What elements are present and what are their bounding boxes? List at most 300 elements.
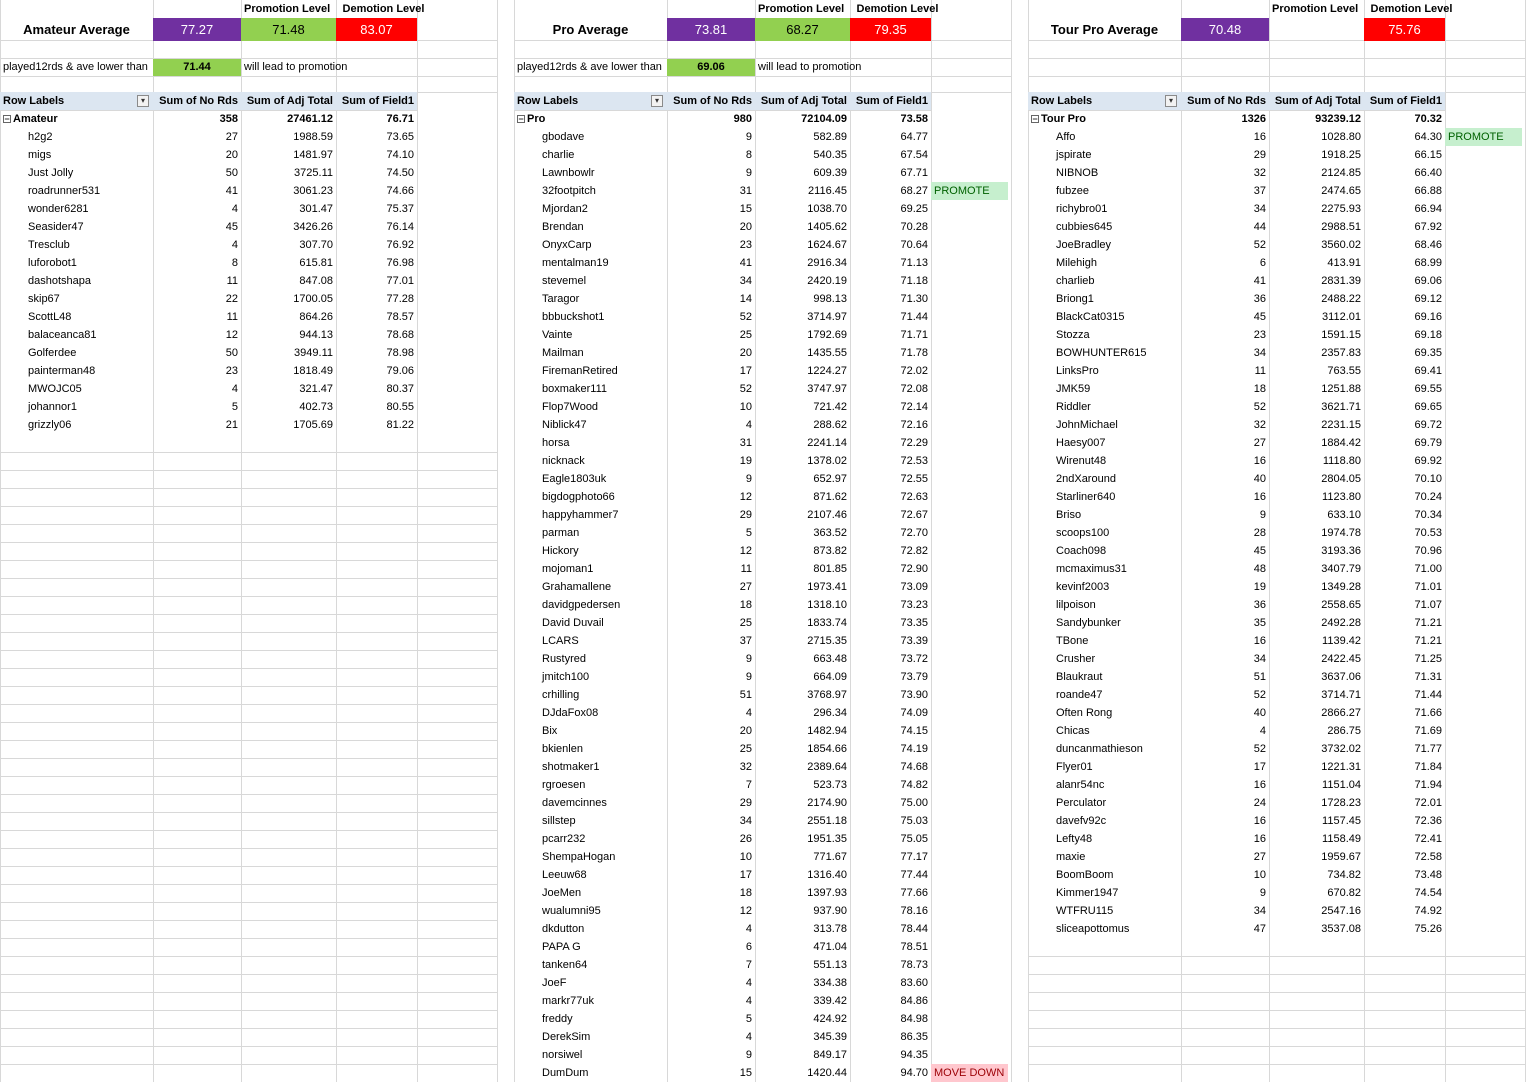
player-rounds[interactable]: 16 <box>1253 131 1266 143</box>
player-rounds[interactable]: 36 <box>1253 293 1266 305</box>
player-rounds[interactable]: 40 <box>1253 473 1266 485</box>
player-name[interactable]: Tresclub <box>28 239 70 251</box>
player-adj-total[interactable]: 1624.67 <box>807 239 847 251</box>
player-average[interactable]: 72.70 <box>900 527 928 539</box>
player-adj-total[interactable]: 2551.18 <box>807 815 847 827</box>
player-name[interactable]: Mjordan2 <box>542 203 588 215</box>
player-rounds[interactable]: 23 <box>1253 329 1266 341</box>
player-average[interactable]: 78.44 <box>900 923 928 935</box>
player-average[interactable]: 70.53 <box>1414 527 1442 539</box>
player-average[interactable]: 71.25 <box>1414 653 1442 665</box>
player-average[interactable]: 71.07 <box>1414 599 1442 611</box>
player-name[interactable]: migs <box>28 149 52 161</box>
player-name[interactable]: kevinf2003 <box>1056 581 1110 593</box>
pro-criteria-suffix[interactable]: will lead to promotion <box>758 61 862 73</box>
player-rounds[interactable]: 5 <box>745 1013 752 1025</box>
player-average[interactable]: 71.78 <box>900 347 928 359</box>
player-average[interactable]: 69.06 <box>1414 275 1442 287</box>
player-rounds[interactable]: 8 <box>231 257 238 269</box>
player-name[interactable]: dkdutton <box>542 923 585 935</box>
player-name[interactable]: Flyer01 <box>1056 761 1093 773</box>
player-rounds[interactable]: 41 <box>225 185 238 197</box>
amateur-demotion-level-label[interactable]: Demotion Level <box>342 3 425 15</box>
player-adj-total[interactable]: 1316.40 <box>807 869 847 881</box>
player-adj-total[interactable]: 2866.27 <box>1321 707 1361 719</box>
amateur-average-label[interactable]: Amateur Average <box>23 22 130 37</box>
player-adj-total[interactable]: 937.90 <box>813 905 847 917</box>
player-adj-total[interactable]: 3747.97 <box>807 383 847 395</box>
player-name[interactable]: h2g2 <box>28 131 53 143</box>
amateur-sum-of-adj-total-header[interactable]: Sum of Adj Total <box>241 92 336 110</box>
player-rounds[interactable]: 27 <box>225 131 238 143</box>
player-average[interactable]: 73.23 <box>900 599 928 611</box>
player-rounds[interactable]: 47 <box>1253 923 1266 935</box>
player-rounds[interactable]: 32 <box>739 761 752 773</box>
player-adj-total[interactable]: 2420.19 <box>807 275 847 287</box>
player-average[interactable]: 75.37 <box>386 203 414 215</box>
player-rounds[interactable]: 11 <box>1254 365 1266 377</box>
player-average[interactable]: 73.65 <box>386 131 414 143</box>
player-name[interactable]: Haesy007 <box>1056 437 1106 449</box>
player-rounds[interactable]: 15 <box>739 1067 752 1079</box>
player-average[interactable]: 73.90 <box>900 689 928 701</box>
player-average[interactable]: 73.09 <box>900 581 928 593</box>
amateur-sum-of-no-rds-header[interactable]: Sum of No Rds <box>153 92 241 110</box>
amateur-criteria-text[interactable]: played12rds & ave lower than <box>3 61 148 73</box>
player-adj-total[interactable]: 1973.41 <box>807 581 847 593</box>
player-rounds[interactable]: 27 <box>739 581 752 593</box>
player-adj-total[interactable]: 1818.49 <box>293 365 333 377</box>
amateur-sum-of-field1-header[interactable]: Sum of Field1 <box>336 92 417 110</box>
player-rounds[interactable]: 14 <box>739 293 752 305</box>
player-average[interactable]: 77.44 <box>900 869 928 881</box>
player-adj-total[interactable]: 1318.10 <box>807 599 847 611</box>
player-name[interactable]: crhilling <box>542 689 580 701</box>
player-adj-total[interactable]: 3061.23 <box>293 185 333 197</box>
player-average[interactable]: 69.55 <box>1414 383 1442 395</box>
player-adj-total[interactable]: 1482.94 <box>807 725 847 737</box>
player-name[interactable]: bkienlen <box>542 743 583 755</box>
player-average[interactable]: 72.53 <box>900 455 928 467</box>
player-average[interactable]: 72.29 <box>900 437 928 449</box>
player-name[interactable]: mojoman1 <box>542 563 594 575</box>
collapse-minus-icon[interactable]: − <box>518 114 524 125</box>
player-adj-total[interactable]: 2804.05 <box>1321 473 1361 485</box>
player-average[interactable]: 86.35 <box>900 1031 928 1043</box>
player-rounds[interactable]: 25 <box>739 743 752 755</box>
player-name[interactable]: stevemel <box>542 275 587 287</box>
player-average[interactable]: 66.40 <box>1414 167 1442 179</box>
promote-flag[interactable]: PROMOTE <box>931 182 1008 200</box>
amateur-group-row-label[interactable] <box>0 110 153 128</box>
player-adj-total[interactable]: 307.70 <box>299 239 333 251</box>
player-rounds[interactable]: 22 <box>225 293 238 305</box>
player-name[interactable]: freddy <box>542 1013 573 1025</box>
player-name[interactable]: bigdogphoto66 <box>542 491 615 503</box>
player-adj-total[interactable]: 345.39 <box>813 1031 847 1043</box>
player-rounds[interactable]: 45 <box>1253 545 1266 557</box>
player-average[interactable]: 66.88 <box>1414 185 1442 197</box>
player-rounds[interactable]: 4 <box>745 923 752 935</box>
player-name[interactable]: Golferdee <box>28 347 77 359</box>
player-rounds[interactable]: 6 <box>1259 257 1266 269</box>
player-name[interactable]: Kimmer1947 <box>1056 887 1119 899</box>
player-name[interactable]: DJdaFox08 <box>542 707 599 719</box>
player-name[interactable]: Just Jolly <box>28 167 74 179</box>
player-rounds[interactable]: 7 <box>745 959 752 971</box>
player-rounds[interactable]: 19 <box>739 455 752 467</box>
player-name[interactable]: markr77uk <box>542 995 594 1007</box>
player-rounds[interactable]: 5 <box>745 527 752 539</box>
player-name[interactable]: Taragor <box>542 293 580 305</box>
player-average[interactable]: 69.79 <box>1414 437 1442 449</box>
pro-demotion-level-label[interactable]: Demotion Level <box>856 3 939 15</box>
player-adj-total[interactable]: 801.85 <box>813 563 847 575</box>
player-name[interactable]: shotmaker1 <box>542 761 600 773</box>
player-name[interactable]: tanken64 <box>542 959 588 971</box>
player-rounds[interactable]: 16 <box>1253 635 1266 647</box>
player-name[interactable]: richybro01 <box>1056 203 1108 215</box>
player-name[interactable]: BoomBoom <box>1056 869 1114 881</box>
player-name[interactable]: dashotshapa <box>28 275 91 287</box>
player-adj-total[interactable]: 321.47 <box>299 383 333 395</box>
player-name[interactable]: David Duvail <box>542 617 604 629</box>
player-average[interactable]: 72.55 <box>900 473 928 485</box>
player-name[interactable]: rgroesen <box>542 779 586 791</box>
player-name[interactable]: Rustyred <box>542 653 587 665</box>
player-adj-total[interactable]: 1397.93 <box>807 887 847 899</box>
player-average[interactable]: 75.05 <box>900 833 928 845</box>
player-name[interactable]: sillstep <box>542 815 576 827</box>
player-adj-total[interactable]: 763.55 <box>1327 365 1361 377</box>
filter-dropdown-icon[interactable]: ▾ <box>651 95 663 107</box>
player-adj-total[interactable]: 734.82 <box>1327 869 1361 881</box>
player-average[interactable]: 84.86 <box>900 995 928 1007</box>
player-average[interactable]: 72.82 <box>900 545 928 557</box>
player-average[interactable]: 79.06 <box>386 365 414 377</box>
player-average[interactable]: 72.67 <box>900 509 928 521</box>
player-rounds[interactable]: 9 <box>745 671 752 683</box>
player-average[interactable]: 76.98 <box>386 257 414 269</box>
player-average[interactable]: 75.26 <box>1414 923 1442 935</box>
player-name[interactable]: JMK59 <box>1056 383 1091 395</box>
player-adj-total[interactable]: 664.09 <box>813 671 847 683</box>
player-average[interactable]: 84.98 <box>900 1013 928 1025</box>
amateur-promotion-level-value[interactable]: 71.48 <box>241 18 336 41</box>
player-rounds[interactable]: 34 <box>739 815 752 827</box>
player-name[interactable]: lilpoison <box>1056 599 1096 611</box>
player-name[interactable]: gbodave <box>542 131 585 143</box>
player-adj-total[interactable]: 2124.85 <box>1321 167 1361 179</box>
player-name[interactable]: ScottL48 <box>28 311 72 323</box>
player-rounds[interactable]: 12 <box>739 491 752 503</box>
player-average[interactable]: 67.54 <box>900 149 928 161</box>
player-rounds[interactable]: 16 <box>1253 815 1266 827</box>
amateur-group-adj-total[interactable]: 27461.12 <box>287 113 333 125</box>
player-name[interactable]: Eagle1803uk <box>542 473 607 485</box>
player-rounds[interactable]: 16 <box>1253 833 1266 845</box>
player-adj-total[interactable]: 944.13 <box>299 329 333 341</box>
player-rounds[interactable]: 5 <box>231 401 238 413</box>
amateur-criteria-value[interactable]: 71.44 <box>153 59 241 76</box>
player-average[interactable]: 71.31 <box>1414 671 1442 683</box>
player-name[interactable]: Flop7Wood <box>542 401 599 413</box>
player-name[interactable]: parman <box>542 527 580 539</box>
player-rounds[interactable]: 37 <box>1253 185 1266 197</box>
player-rounds[interactable]: 29 <box>739 797 752 809</box>
player-rounds[interactable]: 29 <box>739 509 752 521</box>
player-rounds[interactable]: 4 <box>745 1031 752 1043</box>
player-adj-total[interactable]: 1988.59 <box>293 131 333 143</box>
player-adj-total[interactable]: 2389.64 <box>807 761 847 773</box>
player-rounds[interactable]: 20 <box>739 221 752 233</box>
player-rounds[interactable]: 4 <box>745 707 752 719</box>
player-adj-total[interactable]: 998.13 <box>813 293 847 305</box>
player-rounds[interactable]: 20 <box>739 347 752 359</box>
player-adj-total[interactable]: 1405.62 <box>807 221 847 233</box>
tourpro-group-row-label[interactable] <box>1028 110 1181 128</box>
player-average[interactable]: 72.41 <box>1414 833 1442 845</box>
tourpro-sum-of-field1-header[interactable]: Sum of Field1 <box>1364 92 1445 110</box>
player-average[interactable]: 74.50 <box>386 167 414 179</box>
player-adj-total[interactable]: 2116.45 <box>808 185 847 197</box>
player-average[interactable]: 72.16 <box>900 419 928 431</box>
player-average[interactable]: 74.19 <box>900 743 928 755</box>
player-name[interactable]: Riddler <box>1056 401 1091 413</box>
player-name[interactable]: NIBNOB <box>1056 167 1099 179</box>
player-rounds[interactable]: 26 <box>739 833 752 845</box>
player-name[interactable]: norsiwel <box>542 1049 583 1061</box>
collapse-minus-icon[interactable]: − <box>1032 114 1038 125</box>
player-adj-total[interactable]: 1918.25 <box>1321 149 1361 161</box>
player-average[interactable]: 66.15 <box>1414 149 1442 161</box>
player-name[interactable]: balaceanca81 <box>28 329 97 341</box>
player-rounds[interactable]: 9 <box>745 1049 752 1061</box>
player-name[interactable]: grizzly06 <box>28 419 72 431</box>
player-average[interactable]: 71.18 <box>900 275 928 287</box>
player-rounds[interactable]: 31 <box>739 437 752 449</box>
player-name[interactable]: LinksPro <box>1056 365 1099 377</box>
player-rounds[interactable]: 20 <box>739 725 752 737</box>
tourpro-average-label[interactable]: Tour Pro Average <box>1050 22 1159 37</box>
amateur-row-labels-header[interactable] <box>0 92 153 110</box>
player-rounds[interactable]: 17 <box>739 365 752 377</box>
player-average[interactable]: 71.84 <box>1414 761 1442 773</box>
player-rounds[interactable]: 15 <box>739 203 752 215</box>
player-name[interactable]: Starliner640 <box>1056 491 1116 503</box>
pro-demotion-level-value[interactable]: 79.35 <box>850 18 931 41</box>
player-name[interactable]: JoeBradley <box>1056 239 1112 251</box>
player-rounds[interactable]: 34 <box>1253 653 1266 665</box>
player-average[interactable]: 69.72 <box>1414 419 1442 431</box>
player-rounds[interactable]: 28 <box>1253 527 1266 539</box>
player-name[interactable]: BlackCat0315 <box>1056 311 1125 323</box>
player-rounds[interactable]: 41 <box>739 257 752 269</box>
player-name[interactable]: Niblick47 <box>542 419 587 431</box>
player-adj-total[interactable]: 1139.42 <box>1322 635 1361 647</box>
player-average[interactable]: 69.92 <box>1414 455 1442 467</box>
player-average[interactable]: 75.00 <box>900 797 928 809</box>
tourpro-average-value[interactable]: 70.48 <box>1181 18 1269 41</box>
player-adj-total[interactable]: 551.13 <box>813 959 847 971</box>
player-rounds[interactable]: 4 <box>745 995 752 1007</box>
player-average[interactable]: 72.14 <box>900 401 928 413</box>
player-rounds[interactable]: 18 <box>1253 383 1266 395</box>
player-average[interactable]: 68.27 <box>900 185 928 197</box>
player-adj-total[interactable]: 3193.36 <box>1321 545 1361 557</box>
player-adj-total[interactable]: 3949.11 <box>294 347 333 359</box>
pro-average-label[interactable]: Pro Average <box>552 22 629 37</box>
player-name[interactable]: pcarr232 <box>542 833 586 845</box>
player-average[interactable]: 76.92 <box>386 239 414 251</box>
player-rounds[interactable]: 34 <box>1253 203 1266 215</box>
pro-sum-of-adj-total-header[interactable]: Sum of Adj Total <box>755 92 850 110</box>
player-rounds[interactable]: 16 <box>1253 491 1266 503</box>
player-average[interactable]: 80.37 <box>386 383 414 395</box>
tourpro-group-rds[interactable]: 1326 <box>1241 113 1266 125</box>
player-rounds[interactable]: 12 <box>739 545 752 557</box>
player-rounds[interactable]: 18 <box>739 599 752 611</box>
player-name[interactable]: davemcinnes <box>542 797 607 809</box>
player-average[interactable]: 75.03 <box>900 815 928 827</box>
player-adj-total[interactable]: 3621.71 <box>1321 401 1361 413</box>
player-adj-total[interactable]: 864.26 <box>299 311 333 323</box>
tourpro-row-labels-header[interactable] <box>1028 92 1181 110</box>
player-rounds[interactable]: 50 <box>225 347 238 359</box>
player-rounds[interactable]: 10 <box>739 401 752 413</box>
player-name[interactable]: Mailman <box>542 347 584 359</box>
player-name[interactable]: Wirenut48 <box>1056 455 1107 467</box>
player-average[interactable]: 78.73 <box>900 959 928 971</box>
player-average[interactable]: 70.64 <box>900 239 928 251</box>
player-average[interactable]: 71.21 <box>1414 635 1442 647</box>
player-adj-total[interactable]: 3768.97 <box>807 689 847 701</box>
player-name[interactable]: Chicas <box>1056 725 1090 737</box>
player-rounds[interactable]: 52 <box>1253 401 1266 413</box>
player-rounds[interactable]: 52 <box>1253 689 1266 701</box>
pro-group-row-label[interactable] <box>514 110 667 128</box>
player-rounds[interactable]: 27 <box>1253 437 1266 449</box>
player-average[interactable]: 69.18 <box>1414 329 1442 341</box>
player-name[interactable]: Briong1 <box>1056 293 1094 305</box>
player-rounds[interactable]: 17 <box>1253 761 1266 773</box>
player-name[interactable]: TBone <box>1056 635 1089 647</box>
player-adj-total[interactable]: 3725.11 <box>294 167 333 179</box>
player-average[interactable]: 71.69 <box>1414 725 1442 737</box>
player-rounds[interactable]: 6 <box>745 941 752 953</box>
player-rounds[interactable]: 4 <box>745 977 752 989</box>
pro-row-labels-header[interactable] <box>514 92 667 110</box>
player-adj-total[interactable]: 402.73 <box>299 401 333 413</box>
player-average[interactable]: 71.77 <box>1414 743 1442 755</box>
player-rounds[interactable]: 9 <box>745 473 752 485</box>
player-name[interactable]: Coach098 <box>1056 545 1107 557</box>
player-rounds[interactable]: 10 <box>1253 869 1266 881</box>
player-name[interactable]: Often Rong <box>1056 707 1113 719</box>
player-name[interactable]: Seasider47 <box>28 221 84 233</box>
player-name[interactable]: davefv92c <box>1056 815 1107 827</box>
player-rounds[interactable]: 23 <box>739 239 752 251</box>
player-average[interactable]: 66.94 <box>1414 203 1442 215</box>
player-average[interactable]: 69.16 <box>1414 311 1442 323</box>
player-name[interactable]: luforobot1 <box>28 257 77 269</box>
player-average[interactable]: 74.82 <box>900 779 928 791</box>
amateur-promotion-level-label[interactable]: Promotion Level <box>244 3 331 15</box>
player-rounds[interactable]: 11 <box>226 275 238 287</box>
player-name[interactable]: JohnMichael <box>1056 419 1118 431</box>
player-adj-total[interactable]: 2422.45 <box>1321 653 1361 665</box>
pro-criteria-value[interactable]: 69.06 <box>667 59 755 76</box>
player-name[interactable]: duncanmathieson <box>1056 743 1143 755</box>
player-name[interactable]: wualumni95 <box>542 905 601 917</box>
player-adj-total[interactable]: 721.42 <box>813 401 847 413</box>
player-rounds[interactable]: 4 <box>231 383 238 395</box>
player-adj-total[interactable]: 2241.14 <box>807 437 847 449</box>
player-average[interactable]: 73.72 <box>900 653 928 665</box>
player-average[interactable]: 76.14 <box>386 221 414 233</box>
player-adj-total[interactable]: 288.62 <box>813 419 847 431</box>
player-average[interactable]: 80.55 <box>386 401 414 413</box>
player-rounds[interactable]: 44 <box>1253 221 1266 233</box>
player-rounds[interactable]: 4 <box>231 239 238 251</box>
player-adj-total[interactable]: 1038.70 <box>807 203 847 215</box>
player-name[interactable]: happyhammer7 <box>542 509 619 521</box>
player-average[interactable]: 69.12 <box>1414 293 1442 305</box>
amateur-average-value[interactable]: 77.27 <box>153 18 241 41</box>
player-average[interactable]: 94.70 <box>900 1067 928 1079</box>
player-name[interactable]: DerekSim <box>542 1031 591 1043</box>
player-name[interactable]: Blaukraut <box>1056 671 1103 683</box>
player-adj-total[interactable]: 871.62 <box>813 491 847 503</box>
player-average[interactable]: 71.44 <box>1414 689 1442 701</box>
player-name[interactable]: Milehigh <box>1056 257 1097 269</box>
tourpro-promotion-level-label[interactable]: Promotion Level <box>1272 3 1359 15</box>
player-rounds[interactable]: 34 <box>739 275 752 287</box>
player-adj-total[interactable]: 849.17 <box>813 1049 847 1061</box>
pro-group-average[interactable]: 73.58 <box>900 113 928 125</box>
player-rounds[interactable]: 48 <box>1253 563 1266 575</box>
tourpro-sum-of-no-rds-header[interactable]: Sum of No Rds <box>1181 92 1269 110</box>
player-average[interactable]: 78.16 <box>900 905 928 917</box>
player-average[interactable]: 70.96 <box>1414 545 1442 557</box>
player-name[interactable]: JoeF <box>542 977 567 989</box>
player-average[interactable]: 72.63 <box>900 491 928 503</box>
player-average[interactable]: 73.39 <box>900 635 928 647</box>
player-adj-total[interactable]: 301.47 <box>299 203 333 215</box>
player-average[interactable]: 74.66 <box>386 185 414 197</box>
player-adj-total[interactable]: 424.92 <box>813 1013 847 1025</box>
player-rounds[interactable]: 29 <box>1253 149 1266 161</box>
player-average[interactable]: 74.54 <box>1414 887 1442 899</box>
player-average[interactable]: 78.57 <box>386 311 414 323</box>
player-adj-total[interactable]: 873.82 <box>813 545 847 557</box>
player-average[interactable]: 74.68 <box>900 761 928 773</box>
player-rounds[interactable]: 9 <box>745 131 752 143</box>
player-rounds[interactable]: 27 <box>1253 851 1266 863</box>
player-average[interactable]: 64.30 <box>1414 131 1442 143</box>
player-adj-total[interactable]: 615.81 <box>299 257 333 269</box>
player-rounds[interactable]: 4 <box>745 419 752 431</box>
player-average[interactable]: 77.01 <box>386 275 414 287</box>
player-rounds[interactable]: 35 <box>1253 617 1266 629</box>
player-name[interactable]: roande47 <box>1056 689 1103 701</box>
player-adj-total[interactable]: 540.35 <box>813 149 847 161</box>
player-rounds[interactable]: 40 <box>1253 707 1266 719</box>
player-average[interactable]: 72.08 <box>900 383 928 395</box>
player-adj-total[interactable]: 286.75 <box>1327 725 1361 737</box>
player-adj-total[interactable]: 2357.83 <box>1321 347 1361 359</box>
player-rounds[interactable]: 8 <box>745 149 752 161</box>
